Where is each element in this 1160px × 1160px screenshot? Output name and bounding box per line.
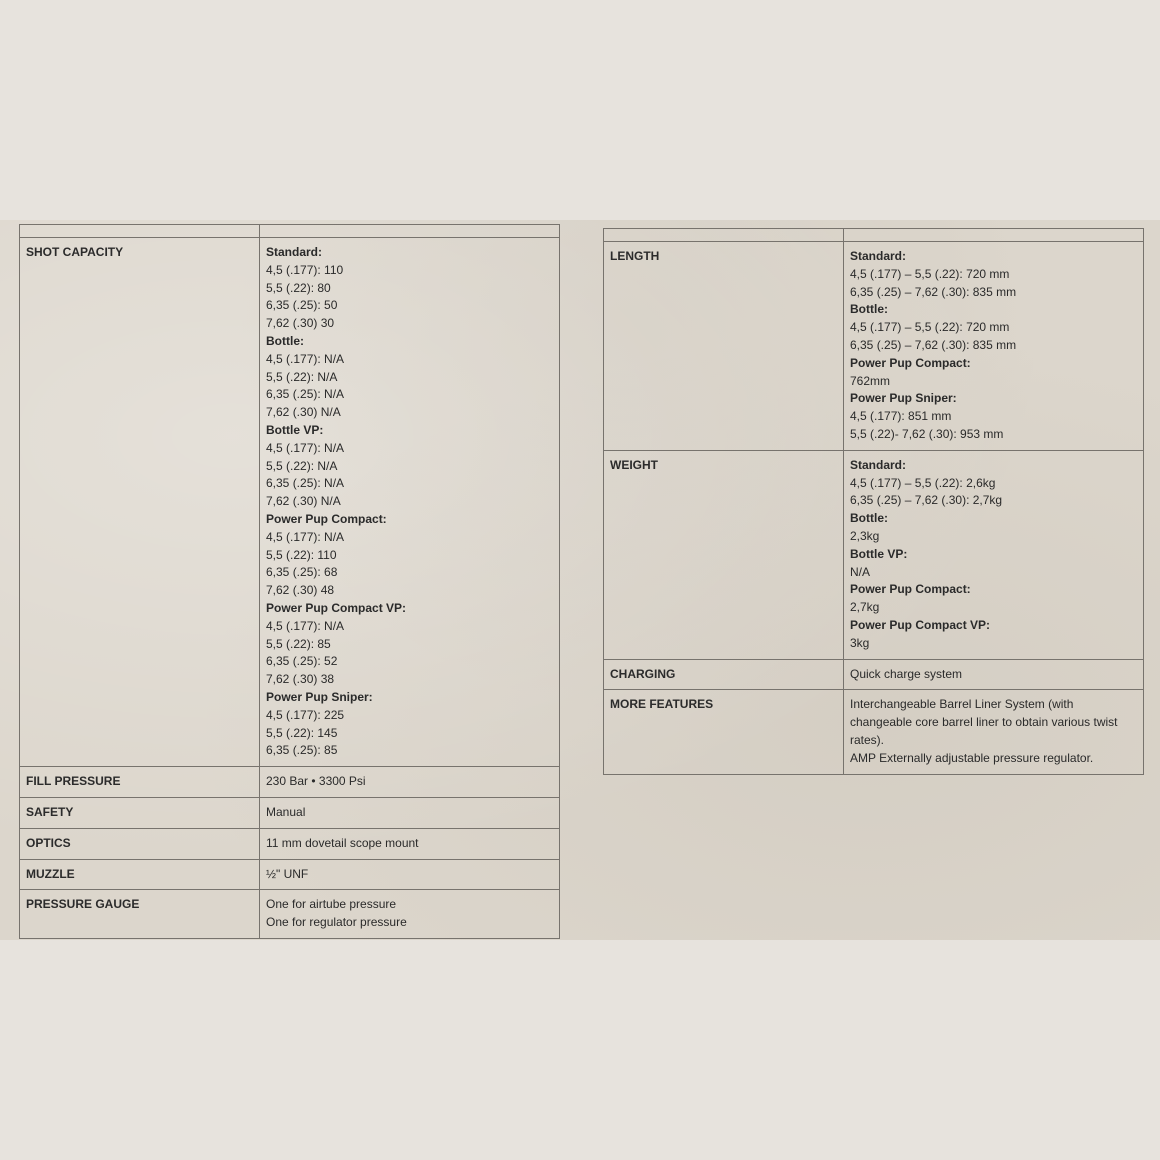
spec-value-line: One for regulator pressure	[266, 915, 407, 930]
variant-heading: Bottle VP:	[850, 546, 908, 561]
spec-table-left	[19, 224, 560, 939]
spec-value-line: 4,5 (.177): N/A	[266, 618, 345, 633]
spec-row-weight	[604, 450, 1144, 659]
table-row-cutoff	[20, 225, 560, 238]
variant-heading: Power Pup Compact:	[266, 511, 387, 526]
spec-value	[844, 450, 1144, 659]
spec-value-line: 7,62 (.30) N/A	[266, 494, 341, 509]
spec-value-line: 5,5 (.22): 110	[266, 547, 337, 562]
spec-value-line: AMP Externally adjustable pressure regulator.	[850, 750, 1094, 765]
spec-value-line: 6,35 (.25): N/A	[266, 387, 345, 402]
variant-heading: Standard:	[850, 457, 907, 472]
spec-value-line: 230 Bar • 3300 Psi	[266, 774, 366, 789]
spec-value	[844, 690, 1144, 774]
spec-value-line: Interchangeable Barrel Liner System (with changeable core barrel liner to obtain various twist rates).	[850, 697, 1118, 747]
spec-value-line: N/A	[850, 564, 871, 579]
spec-label: SHOT CAPACITY	[20, 238, 260, 767]
spec-value-line: 4,5 (.177): N/A	[266, 351, 345, 366]
spec-label: CHARGING	[604, 659, 844, 690]
variant-heading: Bottle:	[850, 511, 888, 526]
spec-label: MORE FEATURES	[604, 690, 844, 774]
cutoff-cell	[20, 225, 260, 238]
spec-value-line: 762mm	[850, 373, 891, 388]
spec-row-shot-capacity	[20, 238, 560, 767]
spec-value	[260, 859, 560, 890]
spec-value-line: 6,35 (.25) – 7,62 (.30): 2,7kg	[850, 493, 1003, 508]
spec-row-muzzle	[20, 859, 560, 890]
spec-label: SAFETY	[20, 797, 260, 828]
spec-value	[260, 828, 560, 859]
spec-value-line: 4,5 (.177) – 5,5 (.22): 720 mm	[850, 266, 1010, 281]
variant-heading: Power Pup Sniper:	[266, 689, 373, 704]
spec-label: LENGTH	[604, 242, 844, 451]
spec-value-line: 5,5 (.22): 85	[266, 636, 331, 651]
spec-value-line: 3kg	[850, 635, 870, 650]
spec-value-line: 4,5 (.177): 225	[266, 707, 345, 722]
variant-heading: Bottle VP:	[266, 422, 324, 437]
spec-value	[844, 242, 1144, 451]
spec-value-line: 4,5 (.177): N/A	[266, 440, 345, 455]
spec-value-line: 6,35 (.25): 85	[266, 743, 338, 758]
spec-panel	[0, 220, 1160, 940]
cutoff-cell	[604, 229, 844, 242]
cutoff-cell	[844, 229, 1144, 242]
spec-value-line: 6,35 (.25): 50	[266, 298, 338, 313]
spec-row-length	[604, 242, 1144, 451]
spec-value-line: 2,7kg	[850, 600, 880, 615]
variant-heading: Power Pup Compact:	[850, 582, 971, 597]
spec-value-line: 5,5 (.22): 145	[266, 725, 338, 740]
spec-label: WEIGHT	[604, 450, 844, 659]
spec-value-line: 11 mm dovetail scope mount	[266, 835, 419, 850]
variant-heading: Power Pup Compact VP:	[266, 600, 407, 615]
spec-row-fill-pressure	[20, 767, 560, 798]
spec-value-line: 4,5 (.177) – 5,5 (.22): 720 mm	[850, 320, 1010, 335]
spec-value-line: Quick charge system	[850, 666, 963, 681]
spec-value-line: 5,5 (.22): 80	[266, 280, 331, 295]
spec-row-optics	[20, 828, 560, 859]
cutoff-cell	[260, 225, 560, 238]
spec-table-right	[603, 228, 1144, 775]
spec-value-line: Manual	[266, 804, 306, 819]
variant-heading: Power Pup Compact VP:	[850, 617, 991, 632]
spec-label: PRESSURE GAUGE	[20, 890, 260, 939]
table-row-cutoff	[604, 229, 1144, 242]
variant-heading: Standard:	[850, 249, 907, 263]
spec-value-line: 4,5 (.177): N/A	[266, 529, 345, 544]
spec-value	[260, 238, 560, 767]
spec-value-line: 5,5 (.22): N/A	[266, 369, 338, 384]
spec-value-line: 7,62 (.30) N/A	[266, 405, 341, 420]
spec-value-line: 6,35 (.25) – 7,62 (.30): 835 mm	[850, 284, 1017, 299]
spec-value-line: One for airtube pressure	[266, 897, 397, 912]
spec-value-line: ½" UNF	[266, 866, 309, 881]
spec-label: FILL PRESSURE	[20, 767, 260, 798]
spec-value-line: 7,62 (.30) 48	[266, 583, 335, 598]
variant-heading: Power Pup Compact:	[850, 355, 971, 370]
spec-value-line: 4,5 (.177): 851 mm	[850, 409, 952, 424]
spec-value-line: 7,62 (.30) 38	[266, 672, 335, 687]
spec-value-line: 6,35 (.25) – 7,62 (.30): 835 mm	[850, 337, 1017, 352]
variant-heading: Bottle:	[850, 302, 888, 317]
variant-heading: Power Pup Sniper:	[850, 391, 957, 406]
spec-value-line: 6,35 (.25): 68	[266, 565, 338, 580]
spec-row-more-features	[604, 690, 1144, 774]
spec-label: OPTICS	[20, 828, 260, 859]
spec-value	[260, 890, 560, 939]
spec-value-line: 2,3kg	[850, 528, 880, 543]
spec-row-pressure-gauge	[20, 890, 560, 939]
spec-row-charging	[604, 659, 1144, 690]
variant-heading: Standard:	[266, 245, 323, 259]
spec-value	[260, 767, 560, 798]
variant-heading: Bottle:	[266, 333, 304, 348]
spec-value-line: 7,62 (.30) 30	[266, 316, 335, 331]
spec-row-safety	[20, 797, 560, 828]
spec-value-line: 5,5 (.22)- 7,62 (.30): 953 mm	[850, 426, 1004, 441]
spec-value-line: 4,5 (.177) – 5,5 (.22): 2,6kg	[850, 475, 996, 490]
spec-value-line: 5,5 (.22): N/A	[266, 458, 338, 473]
spec-value-line: 6,35 (.25): N/A	[266, 476, 345, 491]
spec-value-line: 4,5 (.177): 110	[266, 262, 344, 277]
spec-label: MUZZLE	[20, 859, 260, 890]
spec-value	[844, 659, 1144, 690]
spec-value	[260, 797, 560, 828]
spec-value-line: 6,35 (.25): 52	[266, 654, 338, 669]
